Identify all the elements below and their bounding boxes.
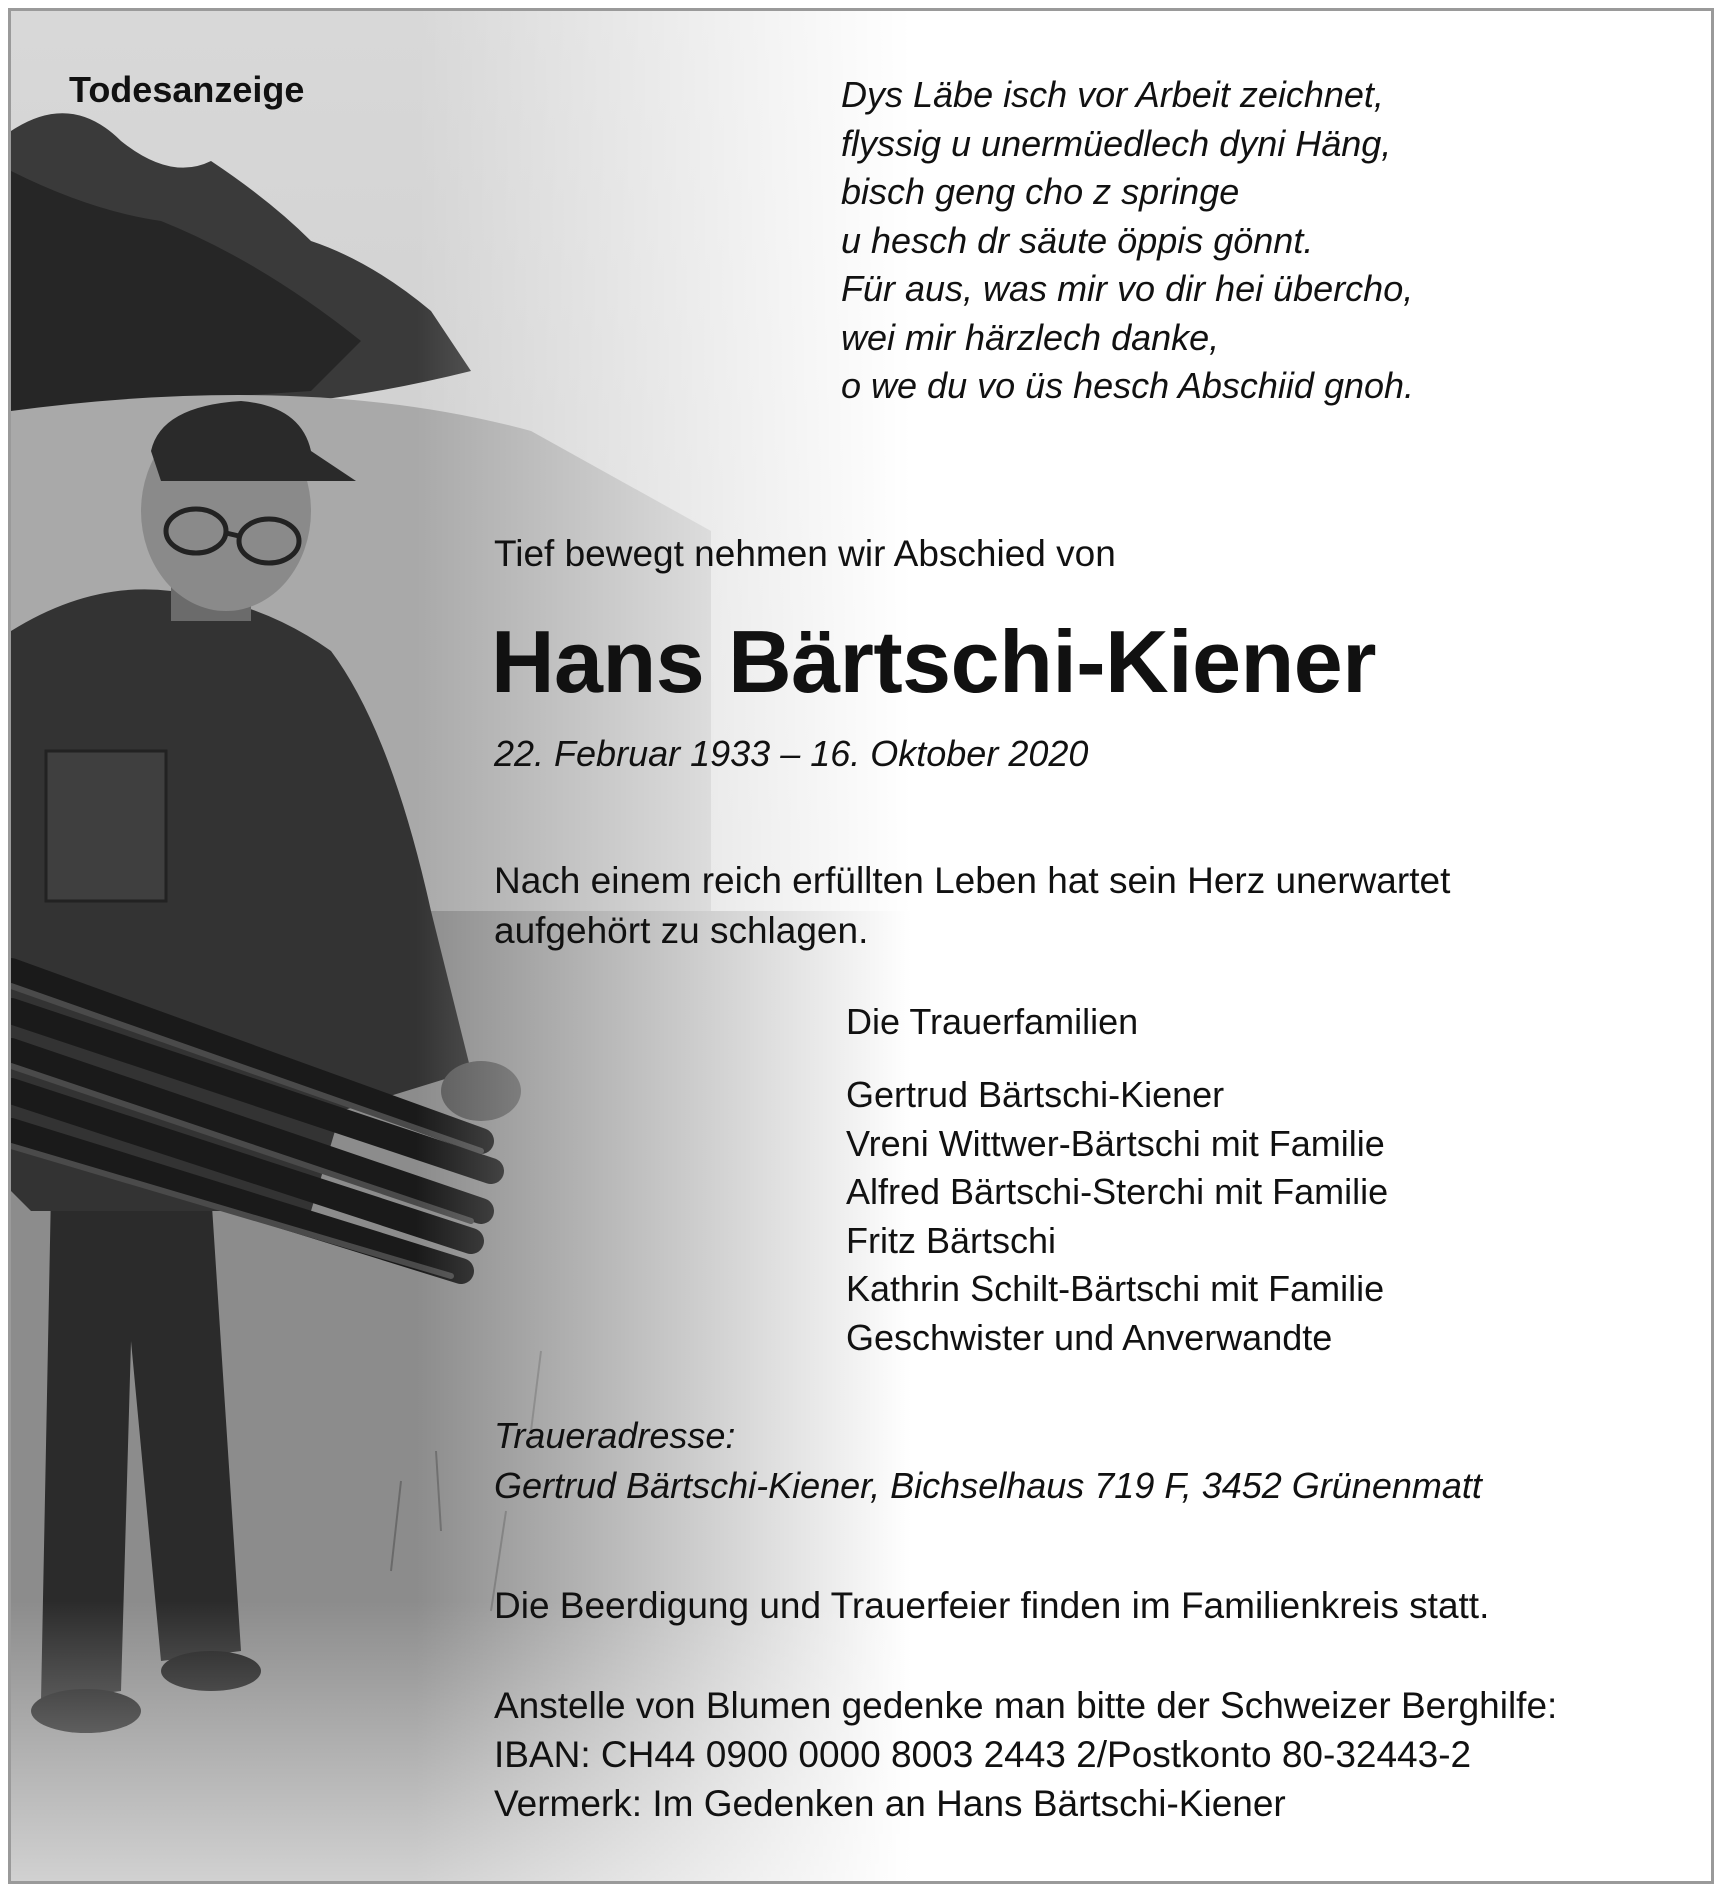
poem-line: Dys Läbe isch vor Arbeit zeichnet, [841, 74, 1384, 115]
poem [841, 71, 1414, 411]
notice-label: Todesanzeige [69, 69, 305, 110]
message-line: aufgehört zu schlagen. [494, 910, 869, 951]
donation-info [494, 1681, 1557, 1828]
poem-line: wei mir härzlech danke, [841, 316, 1220, 358]
family-member: Alfred Bärtschi-Sterchi mit Familie [846, 1171, 1389, 1212]
family-member: Kathrin Schilt-Bärtschi mit Familie [846, 1268, 1385, 1309]
poem-line: bisch geng cho z springe [841, 171, 1240, 212]
address-label: Traueradresse: [494, 1415, 736, 1456]
poem-line: u hesch dr säute öppis gönnt. [841, 219, 1314, 261]
family-member: Geschwister und Anverwandte [846, 1316, 1333, 1358]
deceased-name: Hans Bärtschi-Kiener [491, 612, 1376, 711]
message [494, 856, 1450, 956]
family-member: Vreni Wittwer-Bärtschi mit Familie [846, 1122, 1385, 1164]
family-member: Gertrud Bärtschi-Kiener [846, 1074, 1225, 1115]
message-line: Nach einem reich erfüllten Leben hat sein Herz unerwartet [494, 860, 1451, 901]
poem-line: flyssig u unermüedlech dyni Häng, [841, 122, 1392, 164]
family-list [846, 1071, 1388, 1362]
obituary-notice [8, 8, 1714, 1884]
donation-line: Anstelle von Blumen gedenke man bitte der Schweizer Berghilfe: [494, 1685, 1558, 1726]
poem-line: Für aus, was mir vo dir hei übercho, [841, 268, 1414, 309]
life-dates: 22. Februar 1933 – 16. Oktober 2020 [494, 733, 1089, 774]
address: Gertrud Bärtschi-Kiener, Bichselhaus 719 F, 3452 Grünenmatt [494, 1465, 1482, 1506]
donation-line: Vermerk: Im Gedenken an Hans Bärtschi-Kiener [494, 1783, 1286, 1824]
family-title: Die Trauerfamilien [846, 1001, 1139, 1042]
funeral-info: Die Beerdigung und Trauerfeier finden im Familienkreis statt. [494, 1585, 1490, 1626]
family-member: Fritz Bärtschi [846, 1219, 1057, 1261]
donation-line: IBAN: CH44 0900 0000 8003 2443 2/Postkonto 80-32443-2 [494, 1734, 1472, 1775]
poem-line: o we du vo üs hesch Abschiid gnoh. [841, 365, 1415, 406]
intro-text: Tief bewegt nehmen wir Abschied von [494, 533, 1116, 574]
